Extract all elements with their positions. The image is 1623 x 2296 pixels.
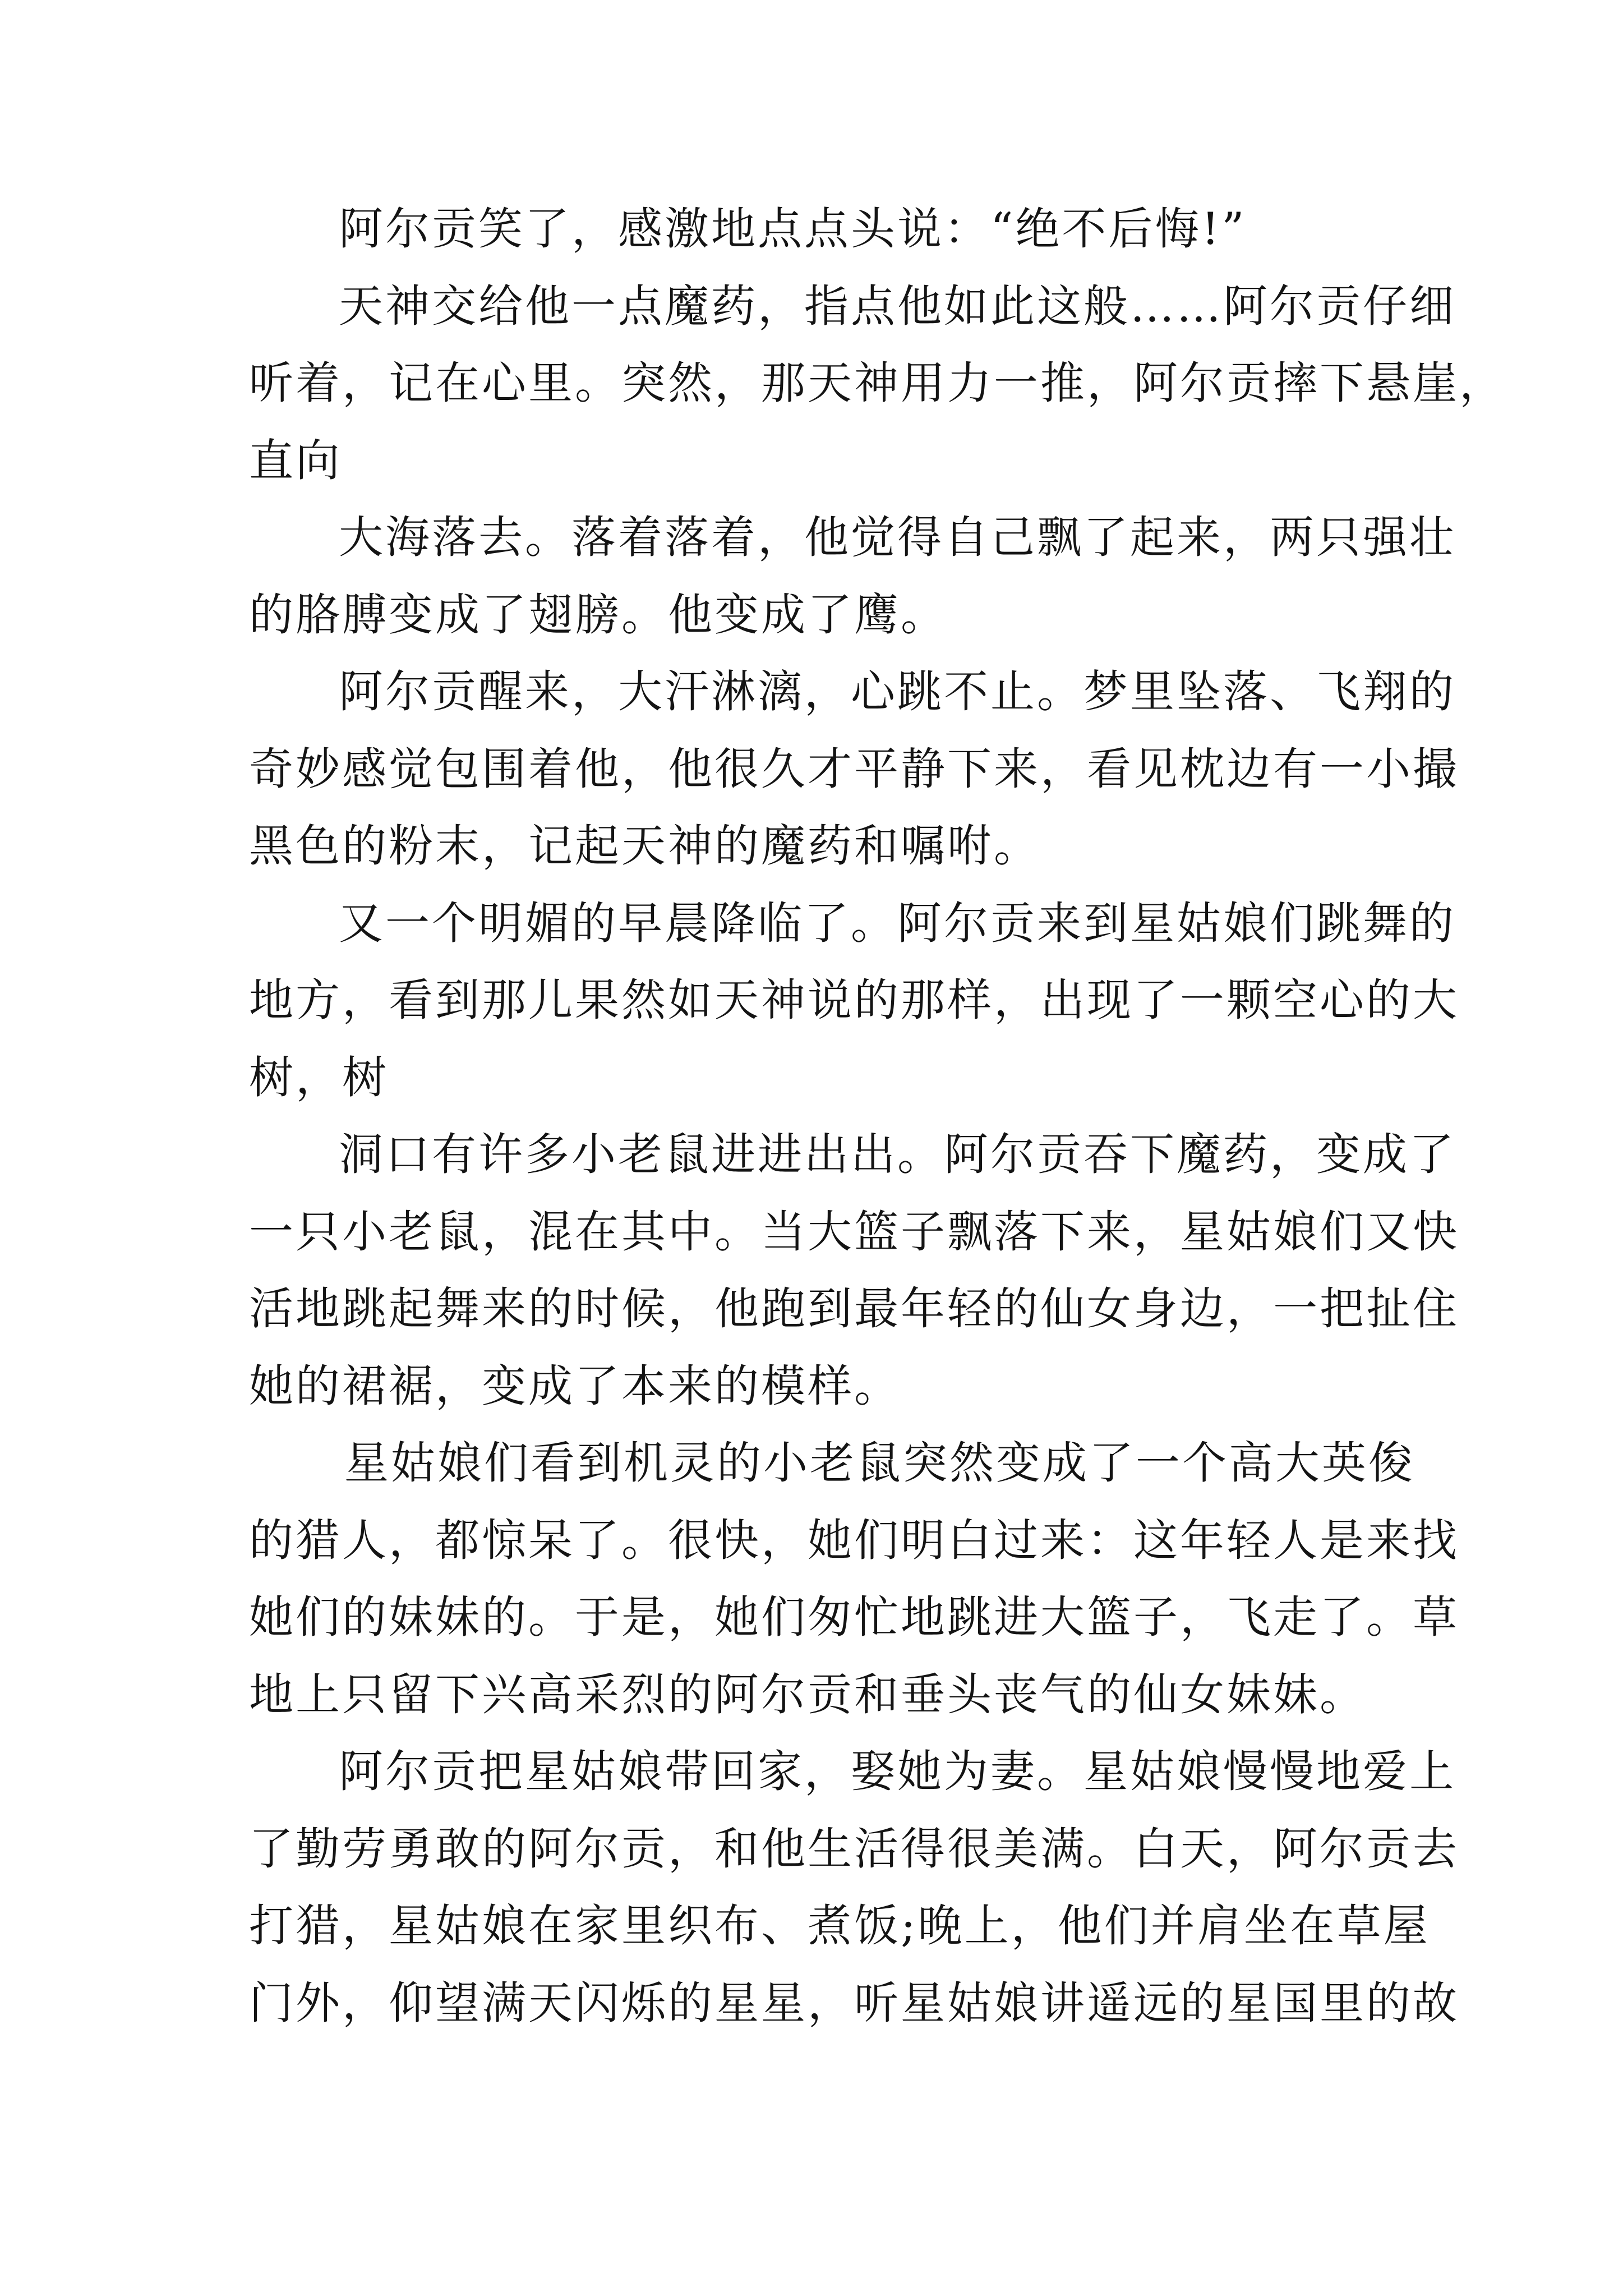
text-line: 洞口有许多小老鼠进进出出。阿尔贡吞下魔药，变成了: [339, 1129, 1456, 1180]
text-line: 地上只留下兴高采烈的阿尔贡和垂头丧气的仙女妹妹。: [249, 1668, 1366, 1720]
text-line: 直向: [249, 434, 342, 486]
text-line: 大海落去。落着落着，他觉得自己飘了起来，两只强壮: [339, 512, 1456, 563]
text-line: 她们的妹妹的。于是，她们匆忙地跳进大篮子，飞走了。草: [249, 1591, 1459, 1643]
story-text: [249, 191, 1506, 2042]
text-line: 又一个明媚的早晨降临了。阿尔贡来到星姑娘们跳舞的: [339, 897, 1456, 949]
text-line: 听着，记在心里。突然，那天神用力一推，阿尔贡摔下悬崖，: [249, 357, 1506, 409]
text-line: 活地跳起舞来的时候，他跑到最年轻的仙女身边，一把扯住: [249, 1283, 1459, 1335]
text-line: 她的裙裾，变成了本来的模样。: [249, 1360, 901, 1412]
text-line: 了勤劳勇敢的阿尔贡，和他生活得很美满。白天，阿尔贡去: [249, 1823, 1459, 1875]
text-line: 地方，看到那儿果然如天神说的那样，出现了一颗空心的大: [249, 974, 1459, 1026]
text-line: 奇妙感觉包围着他，他很久才平静下来，看见枕边有一小撮: [249, 743, 1459, 795]
text-line: 阿尔贡把星姑娘带回家，娶她为妻。星姑娘慢慢地爱上: [339, 1746, 1456, 1797]
text-line: 门外，仰望满天闪烁的星星，听星姑娘讲遥远的星国里的故: [249, 1977, 1459, 2029]
text-line: 一只小老鼠，混在其中。当大篮子飘落下来，星姑娘们又快: [249, 1205, 1459, 1258]
text-line: 的猎人，都惊呆了。很快，她们明白过来：这年轻人是来找: [249, 1514, 1459, 1566]
text-line: 打猎，星姑娘在家里织布、煮饭;晚上，他们并肩坐在草屋: [249, 1900, 1430, 1952]
text-line: 天神交给他一点魔药，指点他如此这般……阿尔贡仔细: [339, 280, 1456, 332]
text-line: 星姑娘们看到机灵的小老鼠突然变成了一个高大英俊: [344, 1437, 1415, 1489]
text-line: 黑色的粉末，记起天神的魔药和嘱咐。: [249, 820, 1040, 872]
text-line: 的胳膊变成了翅膀。他变成了鹰。: [249, 588, 947, 641]
text-line: 阿尔贡笑了，感激地点点头说：“绝不后悔!”: [339, 203, 1247, 255]
text-line: 阿尔贡醒来，大汗淋漓，心跳不止。梦里坠落、飞翔的: [339, 666, 1456, 717]
text-line: 树，树: [249, 1051, 389, 1103]
